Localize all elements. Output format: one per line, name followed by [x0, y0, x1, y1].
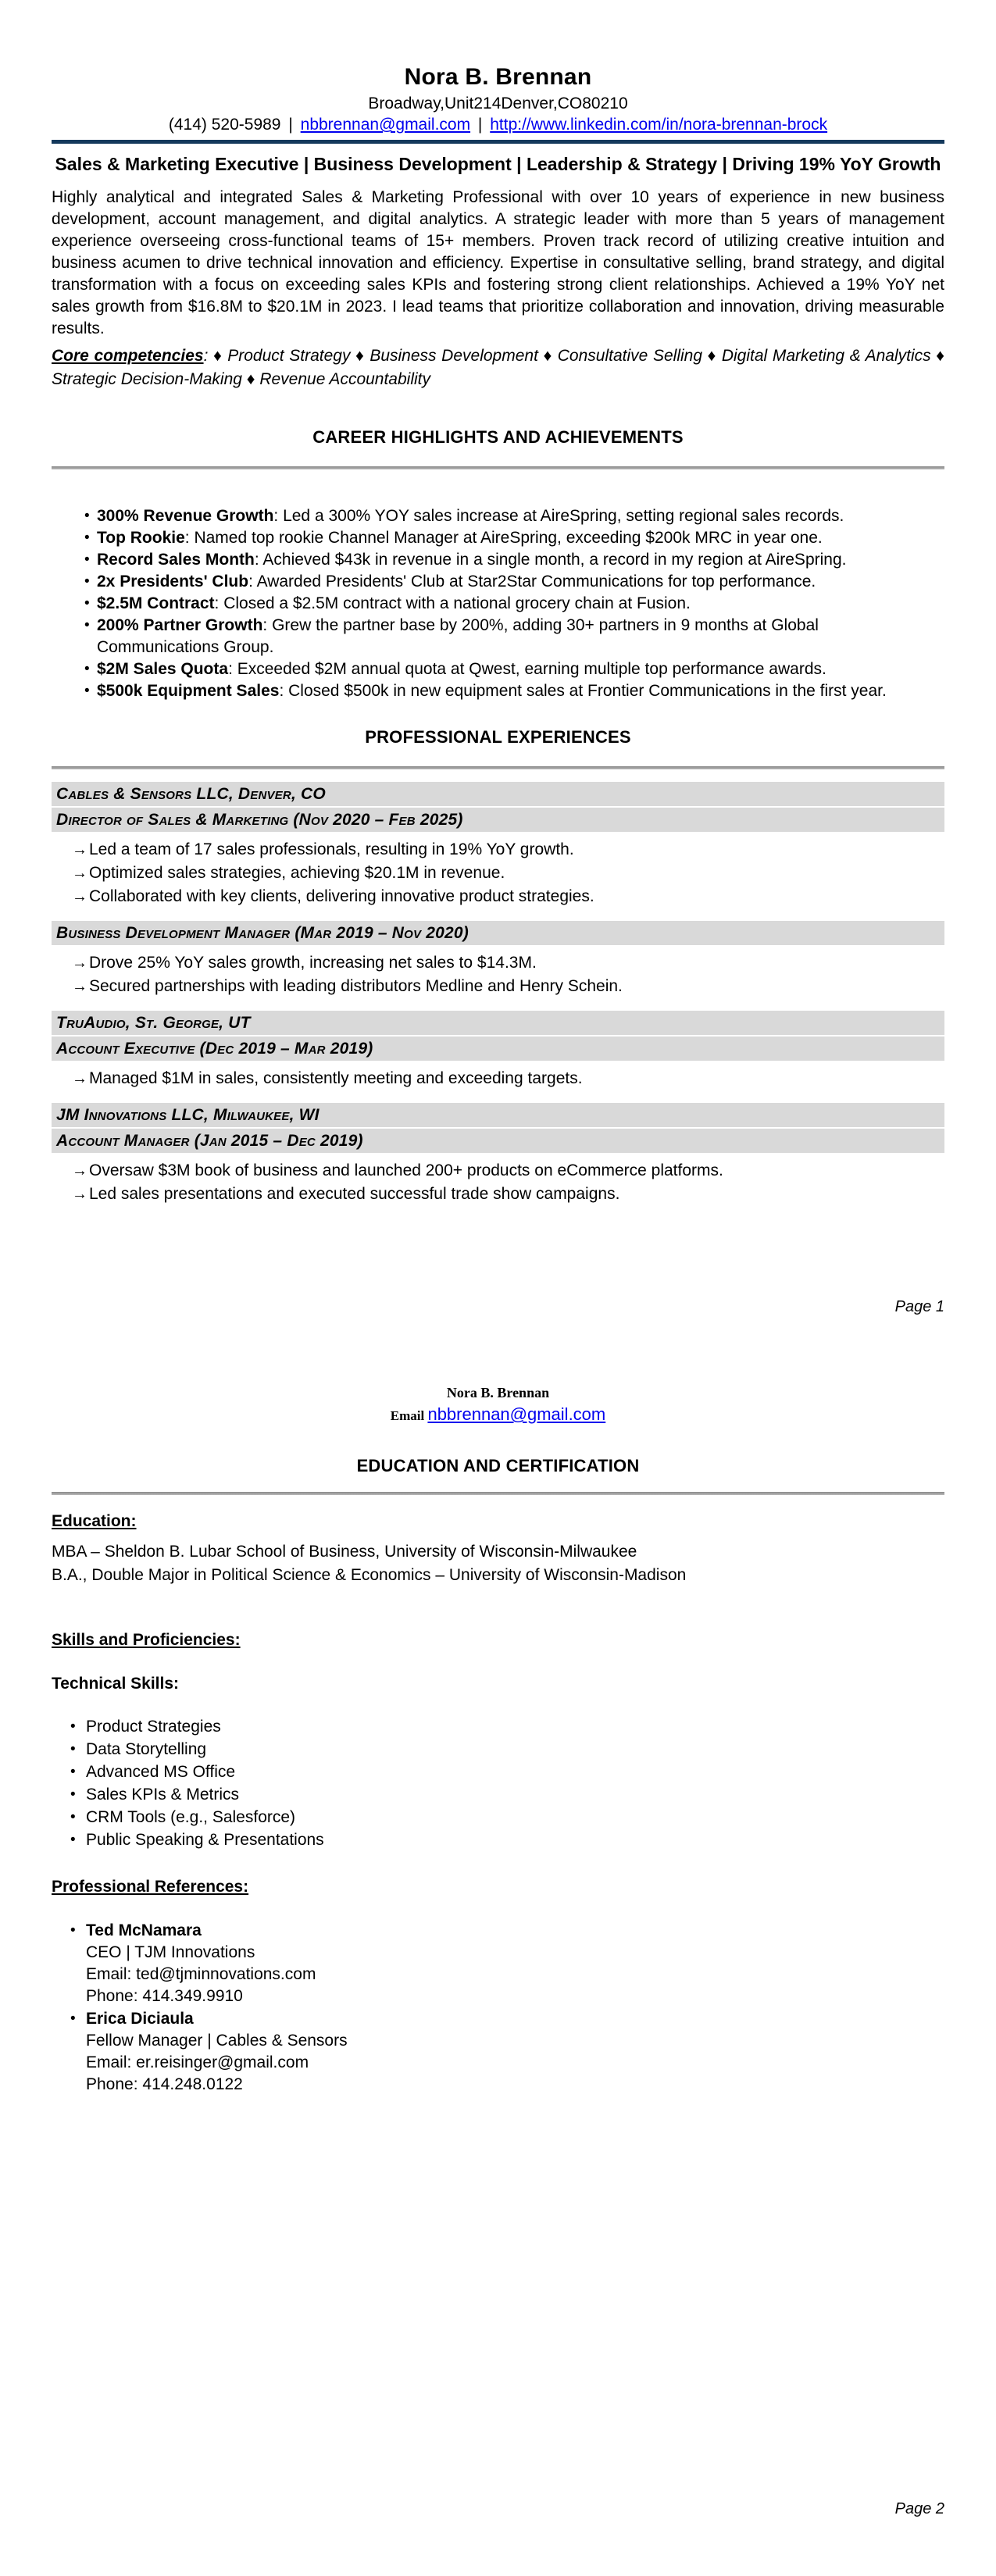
reference-entry [52, 1920, 944, 2007]
job-entry [52, 1103, 944, 1206]
job-company: JM Innovations LLC, Milwaukee, WI [52, 1103, 944, 1127]
bullet-icon: • [70, 2010, 76, 2027]
bullet-icon: • [70, 1809, 76, 1825]
job-role: Account Executive (Dec 2019 – Mar 2019) [52, 1036, 944, 1061]
list-item [52, 1159, 944, 1183]
list-item [52, 1806, 944, 1829]
job-bullets [52, 1159, 944, 1206]
page-1-footer: Page 1 [894, 1298, 944, 1315]
job-bullets [52, 838, 944, 908]
email-link-page2[interactable]: nbbrennan@gmail.com [427, 1404, 606, 1424]
achievement-lead: Top Rookie [97, 529, 185, 547]
references-list [52, 1920, 944, 2096]
achievement-text: : Achieved $43k in revenue in a single month, a record in my region at AireSpring. [254, 551, 847, 569]
header-divider [52, 140, 944, 144]
page-2-header [52, 1385, 944, 1425]
achievement-text: : Led a 300% YOY sales increase at AireSpring, setting regional sales records. [273, 507, 844, 525]
job-bullet-text: Secured partnerships with leading distributors Medline and Henry Schein. [89, 977, 623, 995]
job-role: Business Development Manager (Mar 2019 – Nov 2020) [52, 921, 944, 945]
education-entries [52, 1540, 944, 1587]
job-entry [52, 921, 944, 998]
achievement-text: : Exceeded $2M annual quota at Qwest, earning multiple top performance awards. [228, 660, 826, 678]
skill-text: Advanced MS Office [86, 1763, 236, 1781]
page-2-footer: Page 2 [894, 2500, 944, 2517]
phone-number: (414) 520-5989 [168, 116, 281, 134]
list-item [52, 615, 944, 658]
arrow-icon: → [72, 978, 87, 995]
core-competencies [52, 344, 944, 391]
arrow-icon: → [72, 1186, 87, 1203]
job-entry [52, 1011, 944, 1090]
bullet-icon: • [84, 661, 90, 677]
skill-text: Sales KPIs & Metrics [86, 1786, 240, 1804]
achievement-lead: 2x Presidents' Club [97, 573, 249, 590]
bullet-icon: • [84, 508, 90, 524]
bullet-icon: • [70, 1764, 76, 1780]
skills-label: Skills and Proficiencies: [52, 1631, 241, 1649]
email-link[interactable]: nbbrennan@gmail.com [300, 116, 471, 134]
email-label: Email [390, 1408, 428, 1423]
technical-skills-list [52, 1715, 944, 1851]
skill-text: Product Strategies [86, 1718, 221, 1736]
bullet-icon: • [84, 617, 90, 633]
list-item [52, 1738, 944, 1761]
achievement-lead: Record Sales Month [97, 551, 255, 569]
core-competencies-colon: : [203, 347, 214, 365]
list-item [52, 505, 944, 527]
job-company: Cables & Sensors LLC, Denver, CO [52, 782, 944, 806]
reference-phone: Phone: 414.349.9910 [86, 1987, 243, 2005]
reference-name: Ted McNamara [86, 1921, 202, 1939]
skill-text: CRM Tools (e.g., Salesforce) [86, 1808, 296, 1826]
job-bullet-text: Led sales presentations and executed successful trade show campaigns. [89, 1185, 620, 1203]
education-entry: B.A., Double Major in Political Science & Economics – University of Wisconsin-Madison [52, 1566, 687, 1584]
achievement-lead: $2M Sales Quota [97, 660, 229, 678]
achievement-text: : Closed $500k in new equipment sales at Frontier Communications in the first year. [279, 682, 887, 700]
separator: | [288, 116, 293, 134]
list-item [52, 593, 944, 615]
list-item [52, 571, 944, 593]
job-bullet-text: Led a team of 17 sales professionals, resulting in 19% YoY growth. [89, 840, 574, 858]
list-item [52, 549, 944, 571]
job-bullet-text: Optimized sales strategies, achieving $20.1M in revenue. [89, 864, 505, 882]
reference-title: CEO | TJM Innovations [86, 1943, 255, 1961]
job-entry [52, 782, 944, 908]
list-item [52, 527, 944, 549]
bullet-icon: • [84, 595, 90, 612]
list-item [52, 680, 944, 702]
job-bullet-text: Oversaw $3M book of business and launched 200+ products on eCommerce platforms. [89, 1161, 723, 1179]
bullet-icon: • [84, 530, 90, 546]
education-entry: MBA – Sheldon B. Lubar School of Business, University of Wisconsin-Milwaukee [52, 1543, 637, 1561]
arrow-icon: → [72, 841, 87, 858]
section-divider [52, 766, 944, 769]
arrow-icon: → [72, 1070, 87, 1087]
list-item [52, 1783, 944, 1806]
job-company: TruAudio, St. George, UT [52, 1011, 944, 1035]
list-item [52, 1829, 944, 1851]
reference-title: Fellow Manager | Cables & Sensors [86, 2032, 348, 2050]
achievement-lead: $2.5M Contract [97, 594, 215, 612]
bullet-icon: • [84, 551, 90, 568]
section-divider [52, 1492, 944, 1495]
core-competencies-label: Core competencies [52, 347, 204, 365]
list-item [52, 1761, 944, 1783]
job-role: Account Manager (Jan 2015 – Dec 2019) [52, 1129, 944, 1153]
section-title-experience: PROFESSIONAL EXPERIENCES [365, 727, 631, 747]
reference-email: Email: er.reisinger@gmail.com [86, 2053, 309, 2071]
reference-name: Erica Diciaula [86, 2010, 194, 2028]
list-item [52, 975, 944, 998]
bullet-icon: • [70, 1832, 76, 1848]
achievement-lead: 200% Partner Growth [97, 616, 263, 634]
bullet-icon: • [84, 573, 90, 590]
job-bullet-text: Drove 25% YoY sales growth, increasing net sales to $14.3M. [89, 954, 537, 972]
references-label: Professional References: [52, 1878, 249, 1896]
arrow-icon: → [72, 865, 87, 882]
bullet-icon: • [84, 683, 90, 699]
bullet-icon: • [70, 1741, 76, 1757]
skill-text: Public Speaking & Presentations [86, 1831, 324, 1849]
contact-line [52, 116, 944, 134]
candidate-name: Nora B. Brennan [404, 64, 592, 90]
skill-text: Data Storytelling [86, 1740, 207, 1758]
education-label: Education: [52, 1512, 137, 1530]
list-item [52, 951, 944, 975]
bullet-icon: • [70, 1718, 76, 1735]
achievement-text: : Closed a $2.5M contract with a national grocery chain at Fusion. [214, 594, 691, 612]
achievements-list [52, 505, 944, 702]
list-item [52, 658, 944, 680]
section-title-education: EDUCATION AND CERTIFICATION [356, 1456, 640, 1475]
linkedin-link[interactable]: http://www.linkedin.com/in/nora-brennan-brock [490, 116, 828, 134]
section-divider [52, 466, 944, 469]
arrow-icon: → [72, 954, 87, 972]
achievement-lead: 300% Revenue Growth [97, 507, 274, 525]
job-role: Director of Sales & Marketing (Nov 2020 – Feb 2025) [52, 808, 944, 832]
achievement-lead: $500k Equipment Sales [97, 682, 280, 700]
job-bullets [52, 951, 944, 998]
core-competencies-items: ♦ Product Strategy ♦ Business Development ♦ Consultative Selling ♦ Digital Marketing & Analytics ♦ Strategic Decision-Making ♦ Revenue Accountability [52, 347, 945, 388]
job-bullet-text: Collaborated with key clients, delivering innovative product strategies. [89, 887, 594, 905]
reference-email: Email: ted@tjminnovations.com [86, 1965, 316, 1983]
bullet-icon: • [70, 1786, 76, 1803]
section-title-career-highlights: CAREER HIGHLIGHTS AND ACHIEVEMENTS [312, 427, 684, 447]
achievement-text: : Named top rookie Channel Manager at AireSpring, exceeding $200k MRC in year one. [184, 529, 823, 547]
list-item [52, 1715, 944, 1738]
headline: Sales & Marketing Executive | Business Development | Leadership & Strategy | Driving 19% YoY Growth [55, 154, 941, 174]
email-line [52, 1404, 944, 1425]
candidate-name-page2: Nora B. Brennan [446, 1385, 550, 1400]
achievement-text: : Awarded Presidents' Club at Star2Star Communications for top performance. [248, 573, 816, 590]
list-item [52, 1067, 944, 1090]
reference-entry [52, 2008, 944, 2096]
professional-summary: Highly analytical and integrated Sales & Marketing Professional with over 10 years of experience in new business development, account management, and digital analytics. A strategic leader with more than 5 years of management experience overseeing cross-functional teams of 15+ members. Proven track record of utilizing creative intuition and business acumen to drive technical innovation and efficiency. Expertise in consultative selling, brand strategy, and digital transformation with a focus on exceeding sales KPIs and fostering strong client relationships. Achieved a 19% YoY net sales growth from $16.8M to $20.1M in 2023. I lead teams that prioritize collaboration and innovation, driving measurable results. [52, 188, 944, 337]
job-bullet-text: Managed $1M in sales, consistently meeting and exceeding targets. [89, 1069, 583, 1087]
separator: | [477, 116, 483, 134]
list-item [52, 1183, 944, 1206]
bullet-icon: • [70, 1922, 76, 1939]
technical-skills-label: Technical Skills: [52, 1675, 180, 1693]
job-bullets [52, 1067, 944, 1090]
arrow-icon: → [72, 888, 87, 905]
list-item [52, 862, 944, 885]
list-item [52, 838, 944, 862]
achievement-text: : Grew the partner base by 200%, adding 30+ partners in 9 months at Global Communications Group. [97, 616, 819, 656]
list-item [52, 885, 944, 908]
arrow-icon: → [72, 1162, 87, 1179]
reference-phone: Phone: 414.248.0122 [86, 2075, 243, 2093]
candidate-address: Broadway,Unit214Denver,CO80210 [368, 95, 628, 112]
